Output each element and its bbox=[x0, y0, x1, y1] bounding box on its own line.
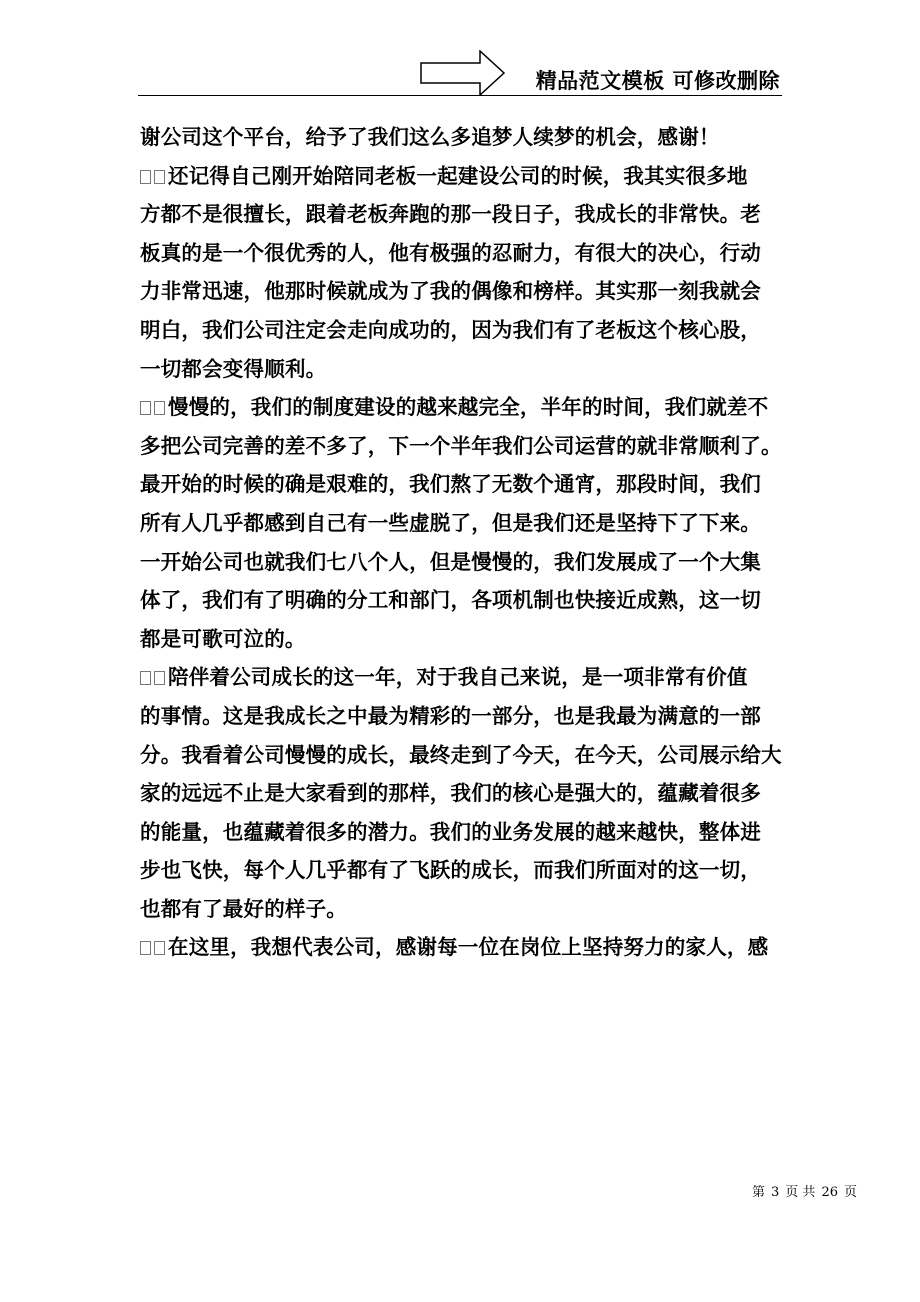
text-line bbox=[140, 543, 800, 582]
right-arrow-icon bbox=[420, 50, 506, 96]
indent-placeholder-icon bbox=[154, 941, 165, 955]
indent-placeholder-icon bbox=[140, 941, 151, 955]
text-line-content: 分。我看着公司慢慢的成长，最终走到了今天，在今天，公司展示给大 bbox=[140, 742, 782, 767]
text-line bbox=[140, 774, 800, 813]
text-line-content: 在这里，我想代表公司，感谢每一位在岗位上坚持努力的家人，感 bbox=[168, 935, 769, 960]
header-divider bbox=[138, 95, 782, 96]
text-line bbox=[140, 581, 800, 620]
text-line bbox=[140, 388, 800, 427]
text-line bbox=[140, 890, 800, 929]
document-body bbox=[140, 118, 800, 967]
footer-middle: 页 共 bbox=[785, 1185, 816, 1200]
text-line bbox=[140, 928, 800, 967]
text-line bbox=[140, 272, 800, 311]
total-page-count: 26 bbox=[821, 1185, 838, 1200]
text-line-content: 方都不是很擅长，跟着老板奔跑的那一段日子，我成长的非常快。老 bbox=[140, 202, 761, 227]
indent-placeholder-icon bbox=[140, 170, 151, 184]
text-line bbox=[140, 813, 800, 852]
text-line-content: 的事情。这是我成长之中最为精彩的一部分，也是我最为满意的一部 bbox=[140, 703, 761, 728]
text-line bbox=[140, 736, 800, 775]
text-line-content: 明白，我们公司注定会走向成功的，因为我们有了老板这个核心股， bbox=[140, 317, 761, 342]
current-page-number: 3 bbox=[771, 1185, 780, 1200]
text-line-content: 一切都会变得顺利。 bbox=[140, 356, 327, 381]
text-line bbox=[140, 658, 800, 697]
text-line-content: 最开始的时候的确是艰难的，我们熬了无数个通宵，那段时间，我们 bbox=[140, 472, 761, 497]
text-line-content: 力非常迅速，他那时候就成为了我的偶像和榜样。其实那一刻我就会 bbox=[140, 279, 761, 304]
indent-placeholder-icon bbox=[154, 671, 165, 685]
text-line bbox=[140, 697, 800, 736]
indent-placeholder-icon bbox=[140, 401, 151, 415]
text-line bbox=[140, 195, 800, 234]
text-line bbox=[140, 350, 800, 389]
header-title: 精品范文模板 可修改删除 bbox=[535, 69, 780, 93]
page-number-footer bbox=[749, 1181, 860, 1200]
indent-placeholder-icon bbox=[154, 401, 165, 415]
text-line bbox=[140, 118, 800, 157]
text-line bbox=[140, 427, 800, 466]
text-line-content: 所有人几乎都感到自己有一些虚脱了，但是我们还是坚持下了下来。 bbox=[140, 510, 761, 535]
text-line-content: 的能量，也蕴藏着很多的潜力。我们的业务发展的越来越快，整体进 bbox=[140, 819, 761, 844]
page-header bbox=[138, 50, 782, 98]
text-line-content: 板真的是一个很优秀的人，他有极强的忍耐力，有很大的决心，行动 bbox=[140, 240, 761, 265]
text-line bbox=[140, 851, 800, 890]
indent-placeholder-icon bbox=[154, 170, 165, 184]
text-line-content: 陪伴着公司成长的这一年，对于我自己来说，是一项非常有价值 bbox=[168, 665, 748, 690]
text-line-content: 都是可歌可泣的。 bbox=[140, 626, 306, 651]
text-line-content: 还记得自己刚开始陪同老板一起建设公司的时候，我其实很多地 bbox=[168, 163, 748, 188]
text-line-content: 家的远远不止是大家看到的那样，我们的核心是强大的，蕴藏着很多 bbox=[140, 781, 761, 806]
text-line-content: 步也飞快，每个人几乎都有了飞跃的成长，而我们所面对的这一切， bbox=[140, 858, 761, 883]
indent-placeholder-icon bbox=[140, 671, 151, 685]
text-line bbox=[140, 157, 800, 196]
text-line bbox=[140, 311, 800, 350]
footer-suffix: 页 bbox=[843, 1185, 857, 1200]
text-line-content: 多把公司完善的差不多了，下一个半年我们公司运营的就非常顺利了。 bbox=[140, 433, 782, 458]
footer-prefix: 第 bbox=[752, 1185, 766, 1200]
text-line-content: 慢慢的，我们的制度建设的越来越完全，半年的时间，我们就差不 bbox=[168, 395, 769, 420]
text-line-content: 谢公司这个平台，给予了我们这么多追梦人续梦的机会，感谢！ bbox=[140, 125, 720, 149]
text-line-content: 体了，我们有了明确的分工和部门，各项机制也快接近成熟，这一切 bbox=[140, 588, 761, 613]
text-line bbox=[140, 465, 800, 504]
text-line-content: 一开始公司也就我们七八个人，但是慢慢的，我们发展成了一个大集 bbox=[140, 549, 761, 574]
text-line-content: 也都有了最好的样子。 bbox=[140, 896, 347, 921]
text-line bbox=[140, 234, 800, 273]
text-line bbox=[140, 504, 800, 543]
text-line bbox=[140, 620, 800, 659]
